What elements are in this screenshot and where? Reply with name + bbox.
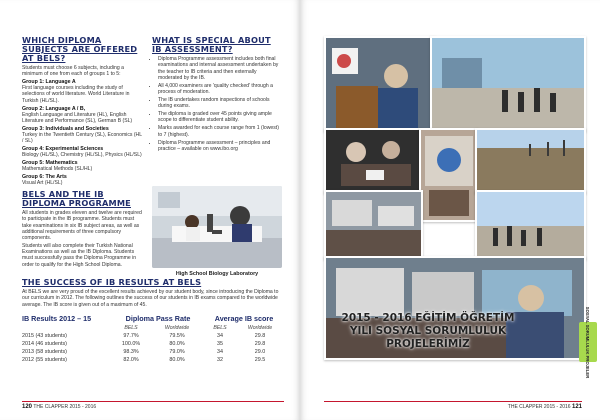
success-section <box>22 278 284 308</box>
bels-text-2: Students will also complete their Turkish National Examinations as well as the IB Diploma. Students must successfully pass the Diploma Programme in order to qualify for the High School Diploma. <box>22 242 137 268</box>
photo-painting-wall <box>419 128 479 222</box>
subjects-intro: Students must choose 6 subjects, including a minimum of one from each of groups 1 to 5: <box>22 65 124 78</box>
row-pass-bels: 98.3% <box>123 349 139 355</box>
group-1-title: Group 1: Language A <box>22 79 76 86</box>
row-year: 2012 (55 students) <box>22 357 67 363</box>
group-4-text: Biology (HL/SL), Chemistry (HL/SL), Physics (HL/SL) <box>22 152 142 159</box>
group-4-title: Group 4: Experimental Sciences <box>22 146 104 153</box>
group-3-title: Group 3: Individuals and Societies <box>22 125 109 132</box>
bels-text-1: All students in grades eleven and twelve are required to participate in the IB programme. Students must take examinations in six IB subject areas, as well as additional requirements of three compulsory components. <box>22 210 142 242</box>
row-pass-bels: 97.7% <box>123 333 139 339</box>
lab-photo-caption: High School Biology Laboratory <box>175 271 259 277</box>
assessment-bullet: • Diploma Programme assessment – principles and practice – available on www.ibo.org <box>158 140 282 153</box>
photo-field <box>475 128 586 194</box>
row-score-bels: 35 <box>217 341 223 347</box>
photo-tutoring-illustration <box>326 130 421 192</box>
row-score-world: 29.0 <box>254 349 266 355</box>
success-heading: THE SUCCESS OF IB RESULTS AT BELS <box>22 277 202 287</box>
row-pass-world: 80.0% <box>169 357 185 363</box>
avg-score-header: Average IB score <box>214 314 274 323</box>
row-pass-world: 79.5% <box>169 333 185 339</box>
subheader-worldwide: Worldwide <box>164 325 190 331</box>
table-header <box>22 314 284 323</box>
group-6-text: Visual Art (HL/SL) <box>22 179 63 186</box>
lab-photo-illustration <box>152 186 282 268</box>
assessment-column <box>152 36 282 154</box>
photo-painting-wall-illustration <box>421 130 477 220</box>
row-score-bels: 32 <box>217 357 223 363</box>
table-row <box>22 341 284 347</box>
assessment-bullets <box>152 56 282 152</box>
photo-tutoring <box>324 128 423 194</box>
subheader-spacer <box>22 325 112 331</box>
row-score-world: 29.8 <box>254 341 266 347</box>
subjects-column <box>22 36 142 268</box>
assessment-bullet: • Diploma Programme assessment includes both final examinations and internal assessment undertaken by the teacher to IB criteria and then externally moderated by the IB. <box>158 56 282 81</box>
success-text: At BELS we are very proud of the excellent results achieved by our student body, since introducing the Diploma to our curriculum in 2012. The following outlines the success of our students in IB exams compared to the worldwide average. The IB score is given out of a maximum of 45. <box>22 289 279 308</box>
photo-workshop <box>324 190 423 260</box>
group-2-title: Group 2: Language A / B, <box>22 105 86 112</box>
biology-lab-photo <box>152 186 282 268</box>
subheader-bels: BELS <box>213 325 227 331</box>
assessment-bullet: • All 4,000 examiners are 'quality checked' through a process of moderation. <box>158 83 282 96</box>
row-year: 2014 (46 students) <box>22 341 67 347</box>
row-pass-world: 80.0% <box>169 341 185 347</box>
group-6-title: Group 6: The Arts <box>22 173 67 180</box>
assessment-bullet: • The diploma is graded over 45 points giving ample scope to differentiate student ability. <box>158 111 282 124</box>
table-subheader-row <box>22 325 284 331</box>
photo-march <box>430 36 586 132</box>
photo-road-walk <box>475 190 586 260</box>
title-line-1: 2015 - 2016 EĞİTİM ÖĞRETİM <box>341 312 515 324</box>
section-side-tab <box>579 306 597 378</box>
title-line-3: PROJELERİMİZ <box>386 338 470 350</box>
ib-results-table <box>22 314 284 382</box>
photo-march-illustration <box>432 38 584 130</box>
photo-road-walk-illustration <box>477 192 584 258</box>
page-number-right: 121 <box>571 404 582 410</box>
left-footer <box>22 404 96 410</box>
subheader-bels: BELS <box>124 325 138 331</box>
row-score-world: 29.8 <box>254 333 266 339</box>
table-title: IB Results 2012 – 15 <box>22 314 92 323</box>
footer-rule <box>324 401 582 402</box>
assessment-bullet: • The IB undertakes random inspections of schools during exams. <box>158 97 282 110</box>
table-row <box>22 333 284 339</box>
subject-groups <box>22 79 142 186</box>
assessment-bullet: • Marks awarded for each course range from 1 (lowest) to 7 (highest). <box>158 125 282 138</box>
row-pass-bels: 82.0% <box>123 357 139 363</box>
table-row <box>22 357 284 363</box>
row-year: 2013 (58 students) <box>22 349 67 355</box>
social-responsibility-title <box>328 312 528 351</box>
pass-rate-header: Diploma Pass Rate <box>125 314 191 323</box>
subjects-heading: WHICH DIPLOMA SUBJECTS ARE OFFERED AT BELS? <box>22 35 138 63</box>
group-5-text: Mathematical Methods (SL/HL) <box>22 165 93 172</box>
row-score-bels: 34 <box>217 349 223 355</box>
photo-field-illustration <box>477 130 584 192</box>
group-5-title: Group 5: Mathematics <box>22 159 78 166</box>
publication-name-right: THE CLAPPER 2015 - 2016 <box>507 404 571 410</box>
subheader-worldwide: Worldwide <box>247 325 273 331</box>
footer-rule <box>22 401 284 402</box>
side-tab-label: SOSYAL SORUMLULUK PROJELER <box>585 306 591 378</box>
group-3-text: Turkey in the Twentieth Century (SL), Economics (HL / SL) <box>22 131 142 145</box>
photo-elderly-visit-illustration <box>326 38 434 130</box>
right-footer <box>508 404 582 410</box>
row-year: 2015 (43 students) <box>22 333 67 339</box>
group-1-text: First language courses including the study of selections of world literature. World Literature in Turkish (HL/SL). <box>22 85 130 104</box>
assessment-heading: WHAT IS SPECIAL ABOUT IB ASSESSMENT? <box>152 35 271 54</box>
row-pass-world: 79.0% <box>169 349 185 355</box>
title-line-2: YILI SOSYAL SORUMLULUK <box>349 325 507 337</box>
group-2-text: English Language and Literature (HL), English Literature and Performance (SL), German B (SL) <box>22 111 133 124</box>
page-number-left: 120 <box>22 404 33 410</box>
table-row <box>22 349 284 355</box>
publication-name-left: THE CLAPPER 2015 - 2016 <box>33 404 97 410</box>
photo-workshop-illustration <box>326 192 421 258</box>
row-score-world: 29.5 <box>254 357 266 363</box>
photo-elderly-visit <box>324 36 436 132</box>
bels-heading: BELS AND THE IB DIPLOMA PROGRAMME <box>22 189 131 209</box>
row-pass-bels: 100.0% <box>121 341 141 347</box>
photo-collage <box>324 36 582 356</box>
row-score-bels: 34 <box>217 333 223 339</box>
right-page <box>300 0 600 420</box>
